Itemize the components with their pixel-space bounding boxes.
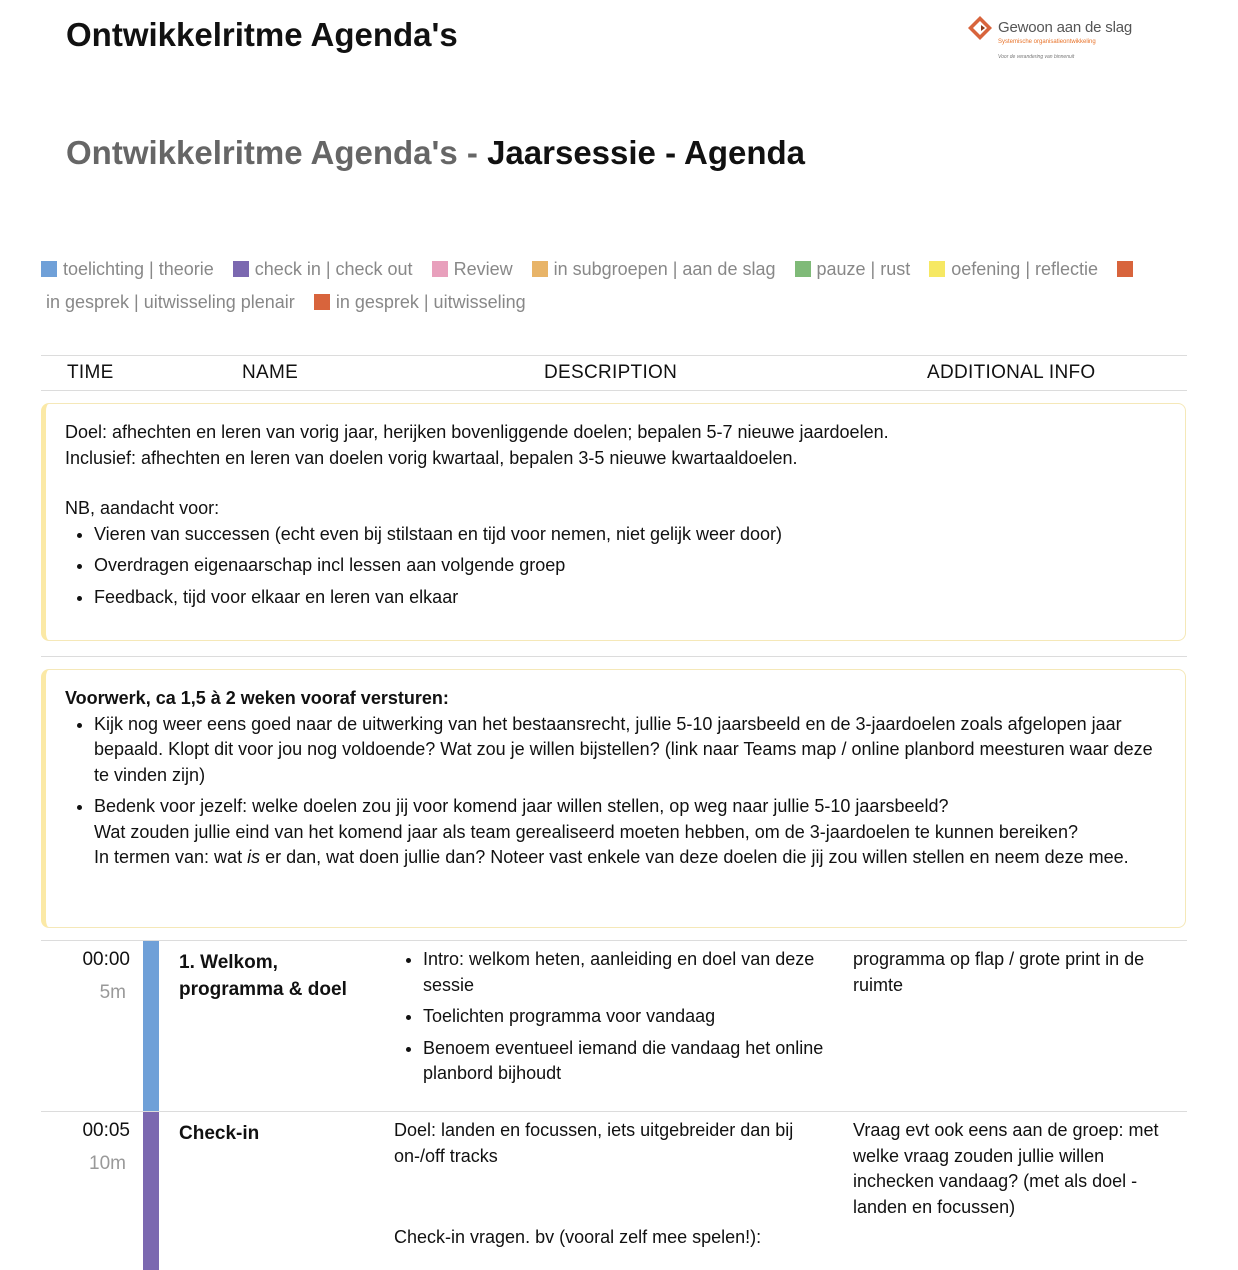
row-duration: 5m (99, 982, 126, 1003)
note-nb-heading: NB, aandacht voor: (65, 498, 220, 518)
note-preparation-heading: Voorwerk, ca 1,5 à 2 weken vooraf versturen: (65, 688, 449, 708)
row-name: 1. Welkom, programma & doel (179, 952, 347, 1000)
logo-name: Gewoon aan de slag (998, 19, 1133, 36)
legend-label: in subgroepen | aan de slag (553, 259, 776, 279)
row-duration: 10m (89, 1153, 126, 1174)
session-goal-note (41, 403, 1186, 641)
row-description-list (394, 947, 834, 1087)
legend-item-gesprek-plenair (1117, 253, 1139, 286)
list-item-line: In termen van: wat (94, 847, 248, 867)
header-additional-info: ADDITIONAL INFO (927, 362, 1096, 383)
legend-swatch (41, 261, 57, 277)
list-item: • Vieren van successen (echt even bij stilstaan en tijd voor nemen, niet gelijk weer door) (94, 522, 1165, 548)
list-item: • Kijk nog weer eens goed naar de uitwerking van het bestaansrecht, jullie 5-10 jaarsbeeld en de 3-jaardoelen zoals afgelopen jaar bepaald. Klopt dit voor jou nog voldoende? Wat zou je willen bijstellen? (link naar Teams map / online planbord meesturen waar deze te vinden zijn) (94, 712, 1165, 789)
note-goal-line: Doel: afhechten en leren van vorig jaar, herijken bovenliggende doelen; bepalen 5-7 nieuwe jaardoelen. (65, 422, 889, 442)
row-description-questions: Check-in vragen. bv (vooral zelf mee spelen!): (394, 1227, 762, 1247)
header-time: TIME (67, 362, 114, 383)
header-description: DESCRIPTION (544, 362, 678, 383)
list-item-line: er dan, wat doen jullie dan? Noteer vast enkele van deze doelen die jij zou willen stellen en neem deze mee. (260, 847, 1129, 867)
list-item: • Intro: welkom heten, aanleiding en doel van deze sessie (423, 947, 834, 998)
legend-swatch (314, 294, 330, 310)
legend-label: Review (453, 259, 513, 279)
legend-swatch (1117, 261, 1133, 277)
row-additional-info: Vraag evt ook eens aan de groep: met welke vraag zouden jullie willen inchecken vandaag? (met als doel - landen en focussen) (853, 1120, 1159, 1217)
agenda-table-header (41, 355, 1187, 391)
session-title-prefix: Ontwikkelritme Agenda's - (66, 134, 488, 171)
legend-label: oefening | reflectie (951, 259, 1099, 279)
list-item: • Toelichten programma voor vandaag (423, 1004, 834, 1030)
list-item-line: Wat zouden jullie eind van het komend jaar als team gerealiseerd moeten hebben, om de 3-jaardoelen te kunnen bereiken? (94, 821, 1078, 842)
emphasis-text: is (247, 847, 261, 867)
activity-legend (41, 253, 1191, 319)
list-item (94, 794, 1165, 871)
row-name: Check-in (179, 1123, 260, 1144)
legend-swatch (532, 261, 548, 277)
legend-item-subgroepen (532, 253, 776, 286)
divider (41, 656, 1187, 657)
logo-subtitle: Systemische organisatieontwikkeling (998, 39, 1096, 45)
row-category-bar (143, 941, 159, 1111)
legend-label: pauze | rust (816, 259, 911, 279)
row-category-bar (143, 1112, 159, 1270)
legend-label: check in | check out (254, 259, 413, 279)
preparation-note (41, 669, 1186, 928)
legend-swatch (432, 261, 448, 277)
legend-label: toelichting | theorie (63, 259, 214, 279)
session-title-name: Jaarsessie - Agenda (487, 134, 806, 171)
legend-item-pauze (795, 253, 911, 286)
legend-swatch (929, 261, 945, 277)
list-item: • Feedback, tijd voor elkaar en leren van elkaar (94, 585, 1165, 611)
header-name: NAME (242, 362, 299, 383)
row-description-goal: Doel: landen en focussen, iets uitgebreider dan bij on-/off tracks (394, 1120, 794, 1166)
agenda-row-check-in (41, 1112, 1187, 1270)
document-title: Ontwikkelritme Agenda's (66, 16, 458, 53)
company-logo (968, 16, 1158, 66)
legend-item-toelichting (41, 253, 214, 286)
list-item: • Benoem eventueel iemand die vandaag het online planbord bijhoudt (423, 1036, 834, 1087)
note-attention-list (65, 522, 1165, 611)
row-description-spacer (394, 1169, 834, 1225)
logo-tagline: Voor de verandering van binnenuit (998, 54, 1075, 60)
row-start-time: 00:05 (82, 1120, 130, 1141)
note-inclusive-line: Inclusief: afhechten en leren van doelen vorig kwartaal, bepalen 3-5 nieuwe kwartaaldoelen. (65, 447, 798, 468)
legend-item-gesprek (314, 286, 526, 319)
row-description (394, 1118, 834, 1251)
list-item: • Overdragen eigenaarschap incl lessen aan volgende groep (94, 553, 1165, 579)
legend-item-review (432, 253, 513, 286)
legend-label-gesprek-plenair (46, 286, 295, 319)
row-description (394, 947, 834, 1093)
row-start-time: 00:00 (82, 949, 130, 970)
legend-item-oefening (929, 253, 1098, 286)
note-spacer (65, 471, 1165, 496)
logo-arrow-icon (968, 16, 994, 44)
session-title (66, 134, 805, 172)
legend-swatch (233, 261, 249, 277)
row-additional-info: programma op flap / grote print in de ruimte (853, 949, 1145, 995)
legend-label: in gesprek | uitwisseling plenair (46, 292, 295, 312)
note-preparation-list (65, 712, 1165, 871)
list-item-line: Bedenk voor jezelf: welke doelen zou jij voor komend jaar willen stellen, op weg naar jullie 5-10 jaarsbeeld? (94, 796, 949, 816)
legend-swatch (795, 261, 811, 277)
legend-label: in gesprek | uitwisseling (335, 292, 526, 312)
agenda-row-welkom (41, 941, 1187, 1111)
legend-item-check-in (233, 253, 413, 286)
